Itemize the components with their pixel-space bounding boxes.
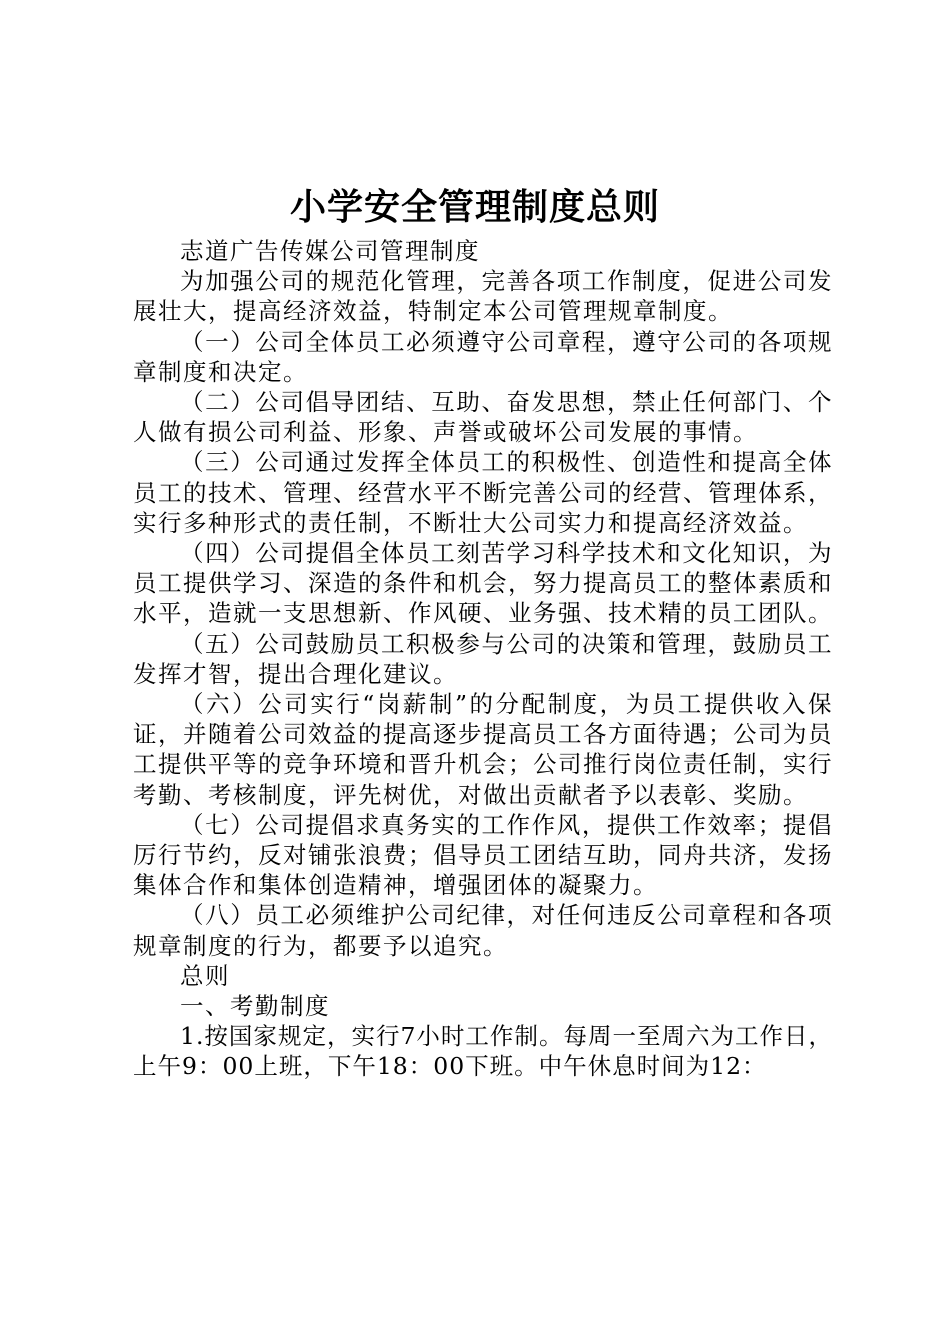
document-paragraph: （四）公司提倡全体员工刻苦学习科学技术和文化知识，为员工提供学习、深造的条件和机会，努力提高员工的整体素质和水平，造就一支思想新、作风硬、业务强、技术精的员工团队。 [133, 539, 833, 628]
document-body [133, 236, 833, 1082]
document-paragraph: （八）员工必须维护公司纪律，对任何违反公司章程和各项规章制度的行为，都要予以追究。 [133, 901, 833, 960]
document-paragraph: 一、考勤制度 [180, 992, 330, 1021]
document-paragraph: 为加强公司的规范化管理，完善各项工作制度，促进公司发展壮大，提高经济效益，特制定本公司管理规章制度。 [133, 267, 833, 326]
document-paragraph: （三）公司通过发挥全体员工的积极性、创造性和提高全体员工的技术、管理、经营水平不断完善公司的经营、管理体系，实行多种形式的责任制，不断壮大公司实力和提高经济效益。 [133, 448, 833, 537]
document-paragraph: （一）公司全体员工必须遵守公司章程，遵守公司的各项规章制度和决定。 [133, 327, 833, 386]
document-paragraph: 志道广告传媒公司管理制度 [180, 237, 480, 265]
document-paragraph: （五）公司鼓励员工积极参与公司的决策和管理，鼓励员工发挥才智，提出合理化建议。 [133, 629, 833, 688]
document-paragraph: （六）公司实行“岗薪制”的分配制度，为员工提供收入保证，并随着公司效益的提高逐步提高员工各方面待遇；公司为员工提供平等的竞争环境和晋升机会；公司推行岗位责任制，实行考勤、考核制度，评先树优，对做出贡献者予以表彰、奖励。 [133, 690, 833, 809]
document-paragraph: 1.按国家规定，实行7小时工作制。每周一至周六为工作日，上午9：00上班，下午18：00下班。中午休息时间为12： [133, 1022, 833, 1081]
document-paragraph: （二）公司倡导团结、互助、奋发思想，禁止任何部门、个人做有损公司利益、形象、声誉或破坏公司发展的事情。 [133, 388, 833, 447]
document-paragraph: 总则 [180, 961, 230, 990]
document-title: 小学安全管理制度总则 [289, 186, 660, 228]
document-paragraph: （七）公司提倡求真务实的工作作风，提供工作效率；提倡厉行节约，反对铺张浪费；倡导员工团结互助，同舟共济，发扬集体合作和集体创造精神，增强团体的凝聚力。 [133, 810, 833, 900]
